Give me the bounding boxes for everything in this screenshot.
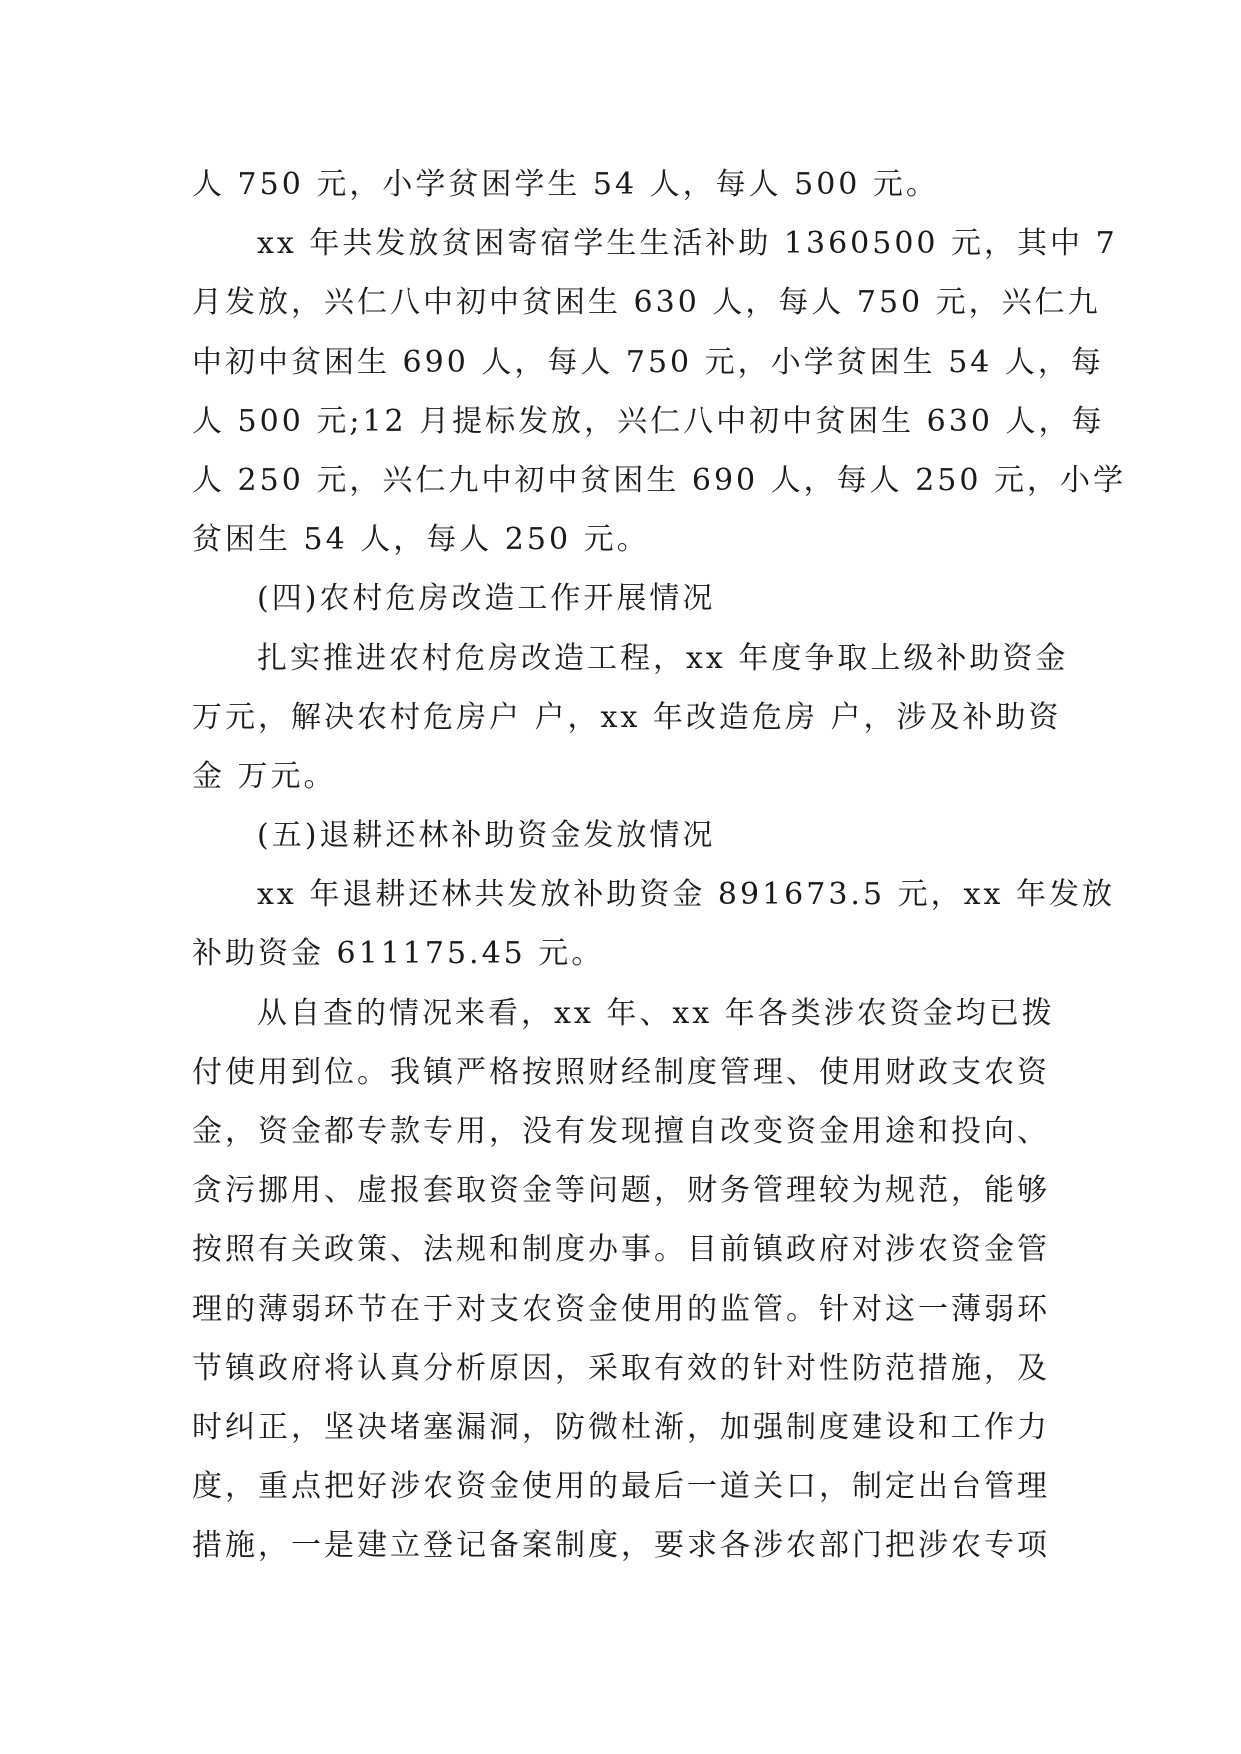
text-line: 人 500 元;12 月提标发放，兴仁八中初中贫困生 630 人，每 — [192, 403, 1105, 439]
text-line: 节镇政府将认真分析原因，采取有效的针对性防范措施，及 — [192, 1350, 1050, 1386]
text-line: 理的薄弱环节在于对支农资金使用的监管。针对这一薄弱环 — [192, 1291, 1050, 1327]
text-line: 扎实推进农村危房改造工程，xx 年度争取上级补助资金 — [257, 640, 1069, 676]
section-heading: (五)退耕还林补助资金发放情况 — [257, 818, 716, 854]
text-line: 人 250 元，兴仁九中初中贫困生 690 人，每人 250 元，小学 — [192, 462, 1126, 498]
document-body — [192, 155, 1126, 1576]
text-line: 金 万元。 — [192, 758, 337, 794]
text-line: xx 年退耕还林共发放补助资金 891673.5 元，xx 年发放 — [257, 877, 1115, 913]
text-line: xx 年共发放贫困寄宿学生生活补助 1360500 元，其中 7 — [257, 226, 1118, 262]
text-line: 措施，一是建立登记备案制度，要求各涉农部门把涉农专项 — [192, 1528, 1050, 1564]
text-line: 时纠正，坚决堵塞漏洞，防微杜渐，加强制度建设和工作力 — [192, 1409, 1050, 1445]
text-line: 付使用到位。我镇严格按照财经制度管理、使用财政支农资 — [192, 1054, 1050, 1090]
text-line: 金，资金都专款专用，没有发现擅自改变资金用途和投向、 — [192, 1114, 1050, 1149]
text-line: 月发放，兴仁八中初中贫困生 630 人，每人 750 元，兴仁九 — [192, 285, 1101, 321]
text-line: 中初中贫困生 690 人，每人 750 元，小学贫困生 54 人，每 — [192, 344, 1104, 380]
text-line: 从自查的情况来看，xx 年、xx 年各类涉农资金均已拨 — [257, 995, 1055, 1031]
section-heading: (四)农村危房改造工作开展情况 — [257, 581, 716, 617]
text-line: 贫困生 54 人，每人 250 元。 — [192, 522, 650, 558]
text-line: 万元，解决农村危房户 户，xx 年改造危房 户，涉及补助资 — [192, 699, 1062, 735]
text-line: 按照有关政策、法规和制度办事。目前镇政府对涉农资金管 — [192, 1232, 1050, 1268]
text-line: 补助资金 611175.45 元。 — [192, 936, 605, 972]
text-line: 贪污挪用、虚报套取资金等问题，财务管理较为规范，能够 — [192, 1173, 1050, 1209]
text-line: 度，重点把好涉农资金使用的最后一道关口，制定出台管理 — [192, 1469, 1050, 1505]
text-line: 人 750 元，小学贫困学生 54 人，每人 500 元。 — [192, 167, 939, 202]
